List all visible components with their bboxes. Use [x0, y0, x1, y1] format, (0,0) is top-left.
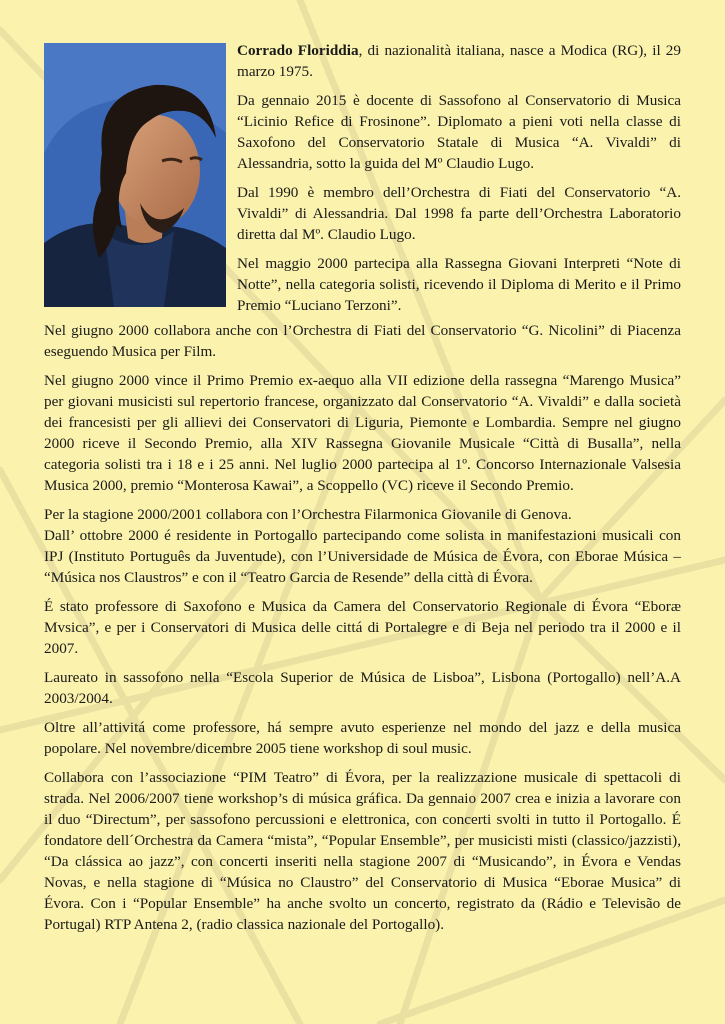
- bio-paragraph: Dal 1990 è membro dell’Orchestra di Fiati del Conservatorio “A. Vivaldi” di Alessandria. Dal 1998 fa parte dell’Orchestra Laboratorio diretta dal Mº. Claudio Lugo.: [237, 184, 681, 243]
- bio-paragraph: Nel giugno 2000 collabora anche con l’Orchestra di Fiati del Conservatorio “G. Nicolini” di Piacenza eseguendo Musica per Film.: [44, 322, 681, 360]
- bio-paragraph: Nel maggio 2000 partecipa alla Rassegna Giovani Interpreti “Note di Notte”, nella categoria solisti, ricevendo il Diploma di Merito e il Primo Premio “Luciano Terzoni”.: [237, 255, 681, 314]
- bio-paragraph: Oltre all’attivitá come professore, há sempre avuto esperienze nel mondo del jazz e della musica popolare. Nel novembre/dicembre 2005 tiene workshop di soul music.: [44, 719, 681, 757]
- bio-paragraph: Da gennaio 2015 è docente di Sassofono al Conservatorio di Musica “Licinio Refice di Frosinone”. Diplomato a pieni voti nella classe di Saxofono del Conservatorio Statale di Musica “A. Vivaldi” di Alessandria, sotto la guida del Mº Claudio Lugo.: [237, 92, 681, 172]
- artist-name: Corrado Floriddia: [237, 42, 359, 59]
- bio-paragraph: É stato professore di Saxofono e Musica da Camera del Conservatorio Regionale di Évora “Eboræ Mvsica”, e per i Conservatori di Musica delle cittá di Portalegre e di Beja nel periodo tra il 2000 e il 2007.: [44, 598, 681, 657]
- bio-paragraph: Collabora con l’associazione “PIM Teatro” di Évora, per la realizzazione musicale di spettacoli di strada. Nel 2006/2007 tiene workshop’s di música gráfica. Da gennaio 2007 crea e inizia a lavorare con il duo “Directum”, per sassofono percussioni e elettronica, con concerti svolti in tutto il Portogallo. É fondatore dell´Orchestra da Camera “mista”, “Popular Ensemble”, per musicisti misti (classico/jazzisti), “Da clássica ao jazz”, con concerti inseriti nella stagione 2007 di “Musicando”, in Évora e Vendas Novas, e nella stagione di “Música no Claustro” del Conservatorio di Musica “Eborae Musica” di Évora. Con i “Popular Ensemble” ha anche svolto un concerto, registrato da (Rádio e Televisão de Portugal) RTP Antena 2, (radio classica nazionale del Portogallo).: [44, 769, 681, 933]
- biography: [44, 40, 681, 943]
- portrait-photo: [44, 43, 226, 307]
- bio-paragraph: Per la stagione 2000/2001 collabora con l’Orchestra Filarmonica Giovanile di Genova.: [44, 506, 572, 523]
- bio-paragraph: Dall’ ottobre 2000 é residente in Portogallo partecipando come solista in manifestazioni musicali con IPJ (Instituto Português da Juventude), con l’Universidade de Música de Évora, con Eborae Música – “Música nos Claustros” e con il “Teatro Garcia de Resende” della città di Évora.: [44, 527, 681, 586]
- intro-text: , di nazionalità italiana, nasce a Modica (RG), il 29 marzo 1975.: [237, 42, 681, 80]
- portrait-image: [44, 43, 226, 307]
- bio-paragraph: Laureato in sassofono nella “Escola Superior de Música de Lisboa”, Lisbona (Portogallo) nell’A.A 2003/2004.: [44, 669, 681, 707]
- bio-paragraph: Nel giugno 2000 vince il Primo Premio ex-aequo alla VII edizione della rassegna “Marengo Musica” per giovani musicisti sul repertorio francese, organizzato dal Conservatorio “A. Vivaldi” e dalla società dei francesisti per gli allievi dei Conservatori di Liguria, Piemonte e Lombardia. Sempre nel giugno 2000 riceve il Secondo Premio, alla XIV Rassegna Giovanile Musicale “Città di Busalla”, nella categoria solisti tra i 18 e i 25 anni. Nel luglio 2000 partecipa al 1º. Concorso Internazionale Valsesia Musica 2000, premio “Monterosa Kawai”, a Scoppello (VC) riceve il Secondo Premio.: [44, 372, 681, 494]
